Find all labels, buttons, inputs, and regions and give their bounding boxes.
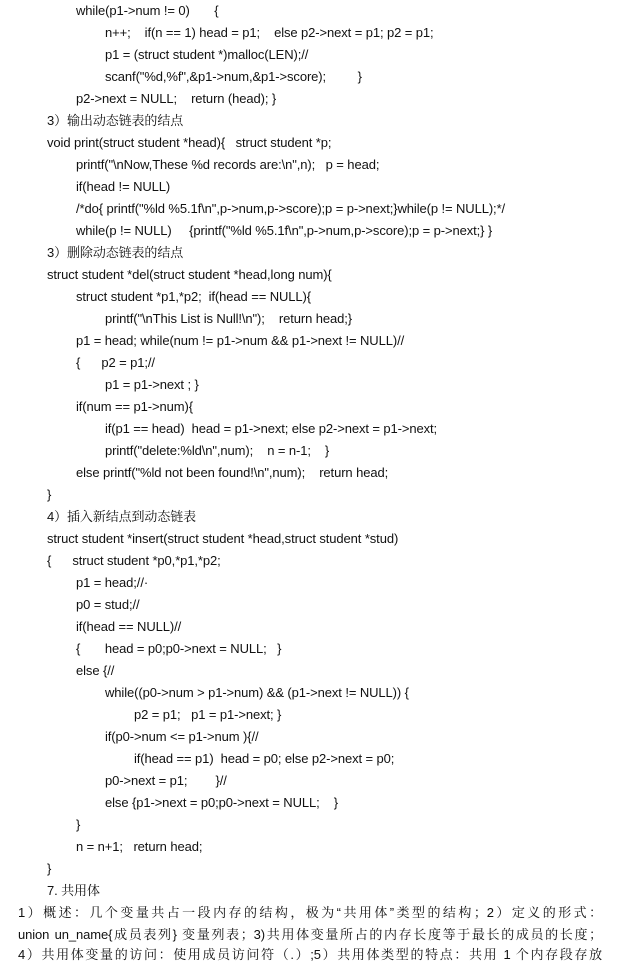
section-heading: 4）插入新结点到动态链表 [47,509,197,524]
code-line: void print(struct student *head){ struct student *p; [47,135,332,150]
code-line: while(p1->num != 0) { [76,3,219,18]
paragraph-line: 4）共用体变量的访问：使用成员访问符（.）;5）共用体类型的特点：共用 1 个内存段存放 [18,947,602,962]
code-line: { struct student *p0,*p1,*p2; [47,553,221,568]
code-line: if(head != NULL) [76,179,171,194]
code-line: p1 = p1->next ; } [105,377,199,392]
code-line: if(head == NULL)// [76,619,182,634]
code-line: else {// [76,663,115,678]
code-line: if(p1 == head) head = p1->next; else p2->next = p1->next; [105,421,438,436]
code-line: struct student *p1,*p2; if(head == NULL){ [76,289,311,304]
section-heading: 3）输出动态链表的结点 [47,113,184,128]
code-line: } [76,817,81,832]
section-heading: 7. 共用体 [47,883,100,898]
code-line: p1 = head; while(num != p1->num && p1->next != NULL)// [76,333,405,348]
code-line: { head = p0;p0->next = NULL; } [76,641,282,656]
code-line: printf("\nThis List is Null!\n"); return head;} [105,311,352,326]
code-line: p2->next = NULL; return (head); } [76,91,277,106]
code-line: printf("\nNow,These %d records are:\n",n); p = head; [76,157,380,172]
code-line: } [47,861,52,876]
code-line: scanf("%d,%f",&p1->num,&p1->score); } [105,69,362,84]
code-line: n++; if(n == 1) head = p1; else p2->next = p1; p2 = p1; [105,25,434,40]
code-line: struct student *del(struct student *head,long num){ [47,267,332,282]
code-line: p1 = (struct student *)malloc(LEN);// [105,47,309,62]
code-line: /*do{ printf("%ld %5.1f\n",p->num,p->score);p = p->next;}while(p != NULL);*/ [76,201,506,216]
paragraph-line: 1）概述：几个变量共占一段内存的结构，极为“共用体”类型的结构；2）定义的形式： [18,905,602,920]
code-line: while(p != NULL) {printf("%ld %5.1f\n",p->num,p->score);p = p->next;} } [76,223,493,238]
code-line: p2 = p1; p1 = p1->next; } [134,707,282,722]
section-heading: 3）删除动态链表的结点 [47,245,184,260]
code-line: p1 = head;//· [76,575,149,590]
code-line: if(num == p1->num){ [76,399,193,414]
code-line: while((p0->num > p1->num) && (p1->next != NULL)) { [105,685,409,700]
code-line: p0->next = p1; }// [105,773,227,788]
code-line: struct student *insert(struct student *head,struct student *stud) [47,531,399,546]
code-line: printf("delete:%ld\n",num); n = n-1; } [105,443,330,458]
code-line: else printf("%ld not been found!\n",num); return head; [76,465,389,480]
code-line: } [47,487,52,502]
code-line: p0 = stud;// [76,597,140,612]
code-line: if(head == p1) head = p0; else p2->next = p0; [134,751,395,766]
code-line: n = n+1; return head; [76,839,203,854]
code-line: if(p0->num <= p1->num ){// [105,729,259,744]
paragraph-line: union un_name{成员表列} 变量列表；3)共用体变量所占的内存长度等于最长的成员的长度； [18,927,602,942]
code-line: { p2 = p1;// [76,355,155,370]
code-line: else {p1->next = p0;p0->next = NULL; } [105,795,338,810]
